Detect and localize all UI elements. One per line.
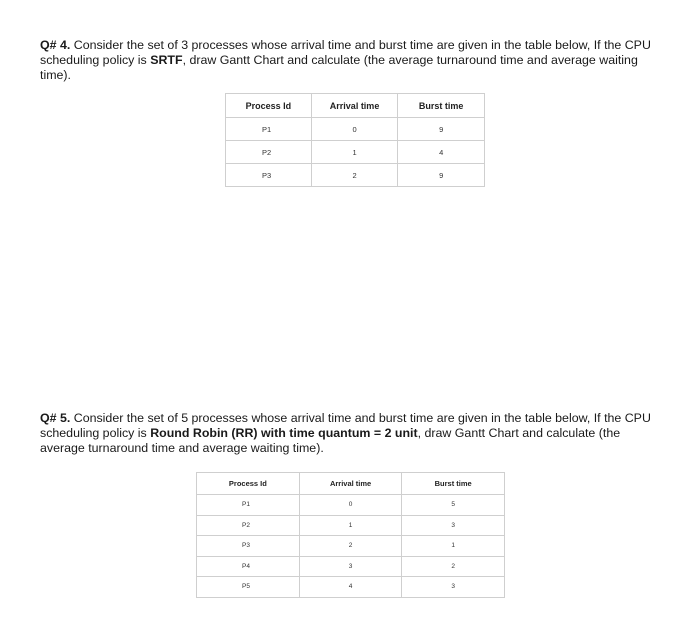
burst-time-cell: 2: [402, 556, 505, 577]
process-id-cell: P3: [226, 164, 312, 187]
question-4-table: [225, 93, 485, 187]
table-row: [197, 577, 505, 598]
process-id-cell: P4: [197, 556, 300, 577]
question-5-table: [196, 472, 505, 598]
process-id-cell: P2: [226, 141, 312, 164]
table-row: [197, 536, 505, 557]
arrival-time-cell: 2: [299, 536, 402, 557]
table-row: [226, 164, 485, 187]
process-id-cell: P2: [197, 515, 300, 536]
question-5-label: Q# 5.: [40, 411, 71, 425]
table-header-row: [197, 473, 505, 495]
table-row: [197, 495, 505, 516]
process-id-cell: P1: [226, 118, 312, 141]
burst-time-cell: 3: [402, 577, 505, 598]
column-header-burst-time: Burst time: [398, 94, 485, 118]
column-header-process-id: Process Id: [226, 94, 312, 118]
table-row: [226, 141, 485, 164]
table-row: [226, 118, 485, 141]
process-id-cell: P3: [197, 536, 300, 557]
question-4-policy: SRTF: [150, 53, 183, 67]
arrival-time-cell: 4: [299, 577, 402, 598]
burst-time-cell: 9: [398, 164, 485, 187]
question-5: [40, 411, 660, 456]
table-row: [197, 515, 505, 536]
question-4: [40, 38, 660, 83]
arrival-time-cell: 2: [311, 164, 398, 187]
column-header-arrival-time: Arrival time: [311, 94, 398, 118]
process-id-cell: P1: [197, 495, 300, 516]
burst-time-cell: 1: [402, 536, 505, 557]
arrival-time-cell: 1: [299, 515, 402, 536]
burst-time-cell: 3: [402, 515, 505, 536]
question-4-label: Q# 4.: [40, 38, 71, 52]
burst-time-cell: 4: [398, 141, 485, 164]
column-header-process-id: Process Id: [197, 473, 300, 495]
table-row: [197, 556, 505, 577]
process-id-cell: P5: [197, 577, 300, 598]
question-5-policy: Round Robin (RR) with time quantum = 2 unit: [150, 426, 418, 440]
question-5-text-after: , draw Gantt Chart and calculate (the average turnaround time and average waiting time).: [40, 426, 621, 455]
arrival-time-cell: 0: [299, 495, 402, 516]
column-header-arrival-time: Arrival time: [299, 473, 402, 495]
table-header-row: [226, 94, 485, 118]
arrival-time-cell: 1: [311, 141, 398, 164]
burst-time-cell: 9: [398, 118, 485, 141]
burst-time-cell: 5: [402, 495, 505, 516]
column-header-burst-time: Burst time: [402, 473, 505, 495]
arrival-time-cell: 0: [311, 118, 398, 141]
arrival-time-cell: 3: [299, 556, 402, 577]
question-4-text-after: , draw Gantt Chart and calculate (the average turnaround time and average waiting time).: [40, 53, 638, 82]
question-4-text-before: Consider the set of 3 processes whose arrival time and burst time are given in the table below, If the CPU scheduling policy is: [40, 38, 651, 67]
question-5-text-before: Consider the set of 5 processes whose arrival time and burst time are given in the table below, If the CPU scheduling policy is: [40, 411, 651, 440]
